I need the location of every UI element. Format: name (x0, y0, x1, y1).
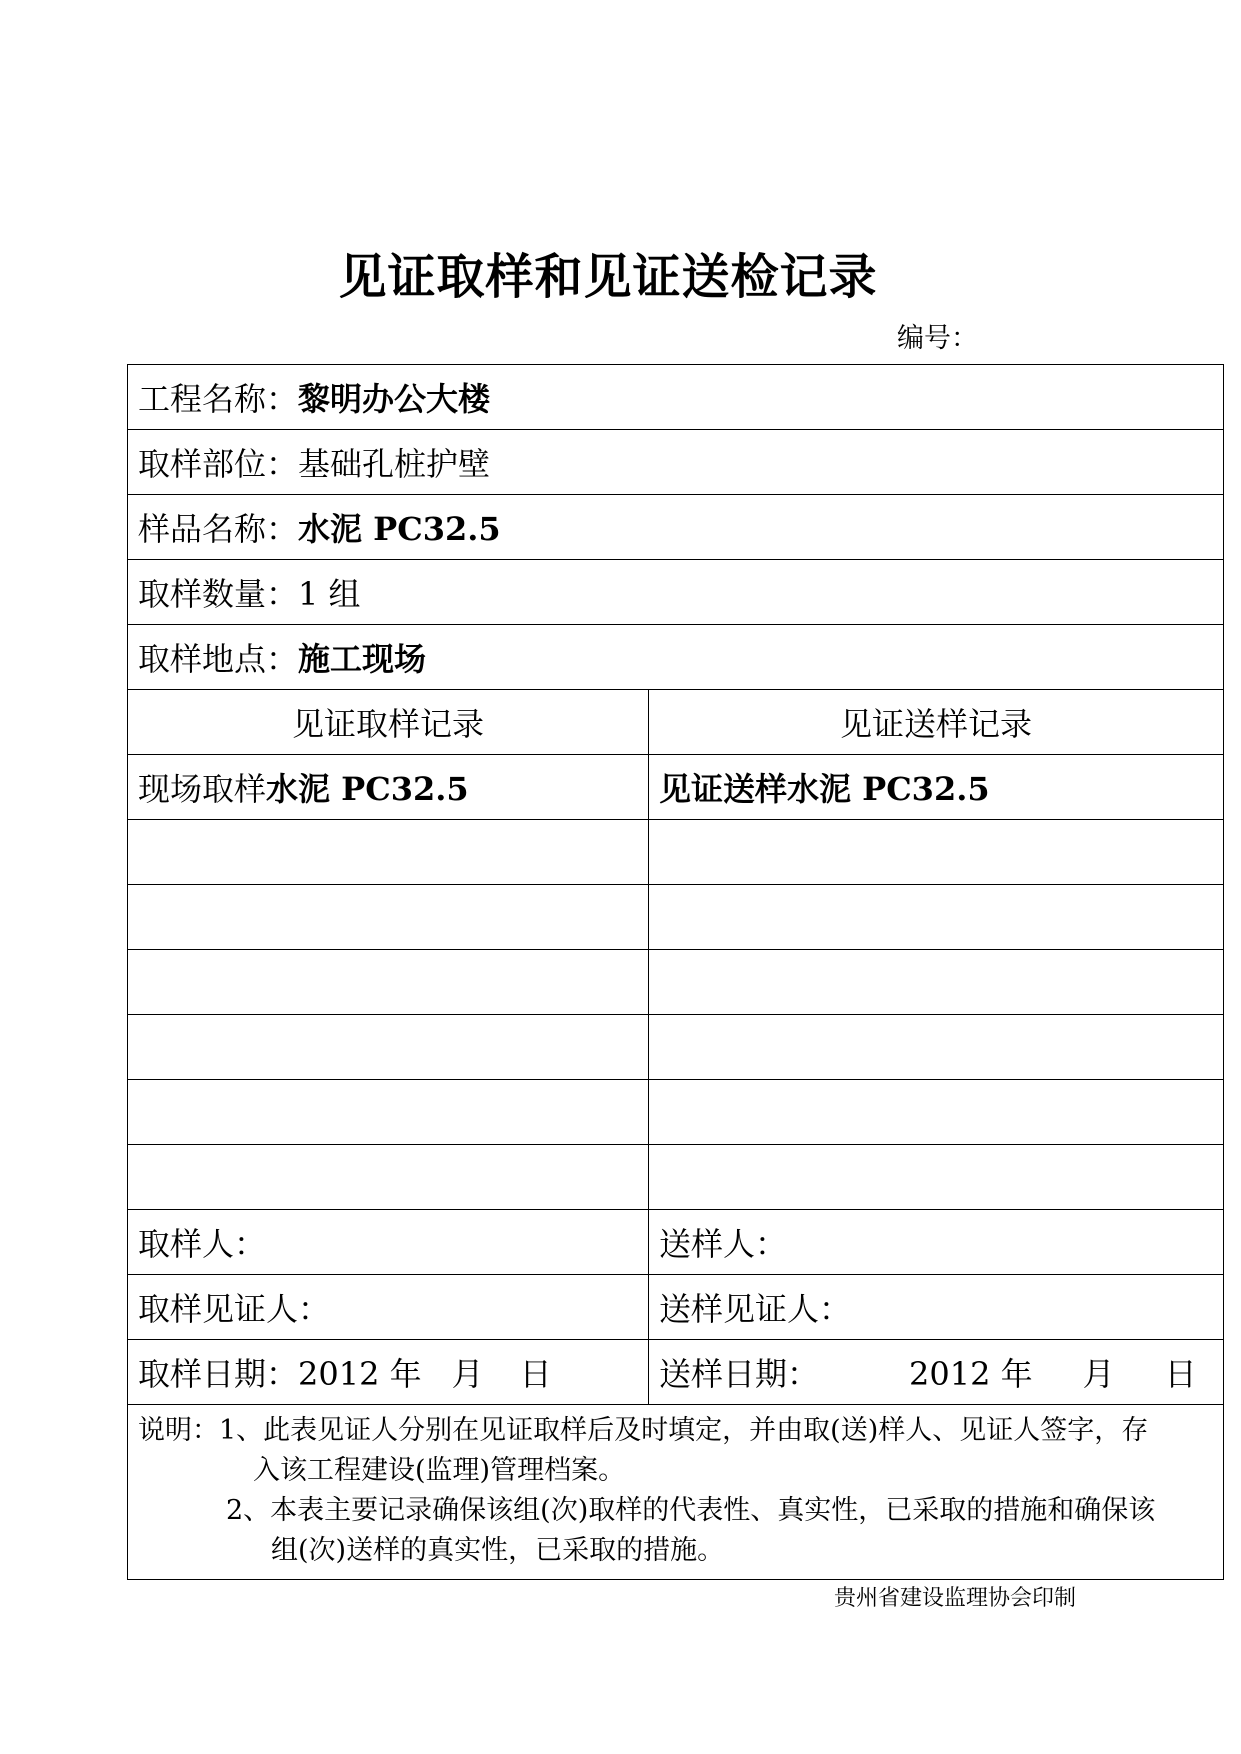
sample-date-cell[interactable] (128, 1340, 649, 1405)
project-label: 工程名称： (138, 380, 299, 418)
blank-row (128, 885, 1224, 950)
send-date-month: 月 (1082, 1355, 1115, 1393)
column-header-sending: 见证送样记录 (649, 690, 1224, 755)
date-row (128, 1340, 1224, 1405)
sample-date-month: 月 (451, 1355, 484, 1393)
sample-name-cell[interactable] (128, 495, 1224, 560)
location-label: 取样部位： (138, 445, 299, 483)
note-line-1: 说明：1、此表见证人分别在见证取样后及时填定，并由取(送)样人、见证人签字，存 (138, 1415, 1149, 1446)
blank-cell[interactable] (128, 1080, 649, 1145)
printer-credit: 贵州省建设监理协会印制 (834, 1586, 1077, 1611)
quantity-label: 取样数量： (138, 575, 299, 613)
quantity-value: 1 组 (298, 575, 361, 613)
record-row (128, 755, 1224, 820)
notes-cell (128, 1405, 1224, 1580)
blank-row (128, 950, 1224, 1015)
site-cell[interactable] (128, 625, 1224, 690)
sampler-row (128, 1210, 1224, 1275)
send-witness-cell[interactable]: 送样见证人： (649, 1275, 1224, 1340)
blank-cell[interactable] (649, 885, 1224, 950)
project-value: 黎明办公大楼 (298, 380, 491, 418)
sample-name-label: 样品名称： (138, 510, 299, 548)
project-row (128, 365, 1224, 430)
blank-cell[interactable] (649, 1145, 1224, 1210)
quantity-cell[interactable] (128, 560, 1224, 625)
sample-date-year: 2012 年 (298, 1355, 422, 1393)
blank-cell[interactable] (649, 950, 1224, 1015)
notes-row (128, 1405, 1224, 1580)
blank-cell[interactable] (128, 950, 649, 1015)
send-date-cell[interactable] (649, 1340, 1224, 1405)
sample-name-row (128, 495, 1224, 560)
note-line-4: 组(次)送样的真实性，已采取的措施。 (271, 1535, 725, 1566)
send-date-label: 送样日期： (659, 1355, 820, 1393)
sample-witness-cell[interactable]: 取样见证人： (128, 1275, 649, 1340)
location-value: 基础孔桩护壁 (298, 445, 491, 483)
note-line-3: 2、本表主要记录确保该组(次)取样的代表性、真实性，已采取的措施和确保该 (226, 1495, 1156, 1526)
record-form (127, 364, 1224, 1580)
sending-record-value: 见证送样水泥 PC32.5 (659, 770, 990, 808)
page-title: 见证取样和见证送检记录 (338, 249, 878, 305)
blank-cell[interactable] (649, 1080, 1224, 1145)
site-value: 施工现场 (298, 640, 427, 678)
site-label: 取样地点： (138, 640, 299, 678)
sender-cell[interactable]: 送样人： (649, 1210, 1224, 1275)
record-number-label: 编号： (897, 323, 978, 354)
send-date-day: 日 (1164, 1355, 1197, 1393)
blank-cell[interactable] (128, 1015, 649, 1080)
blank-row (128, 1080, 1224, 1145)
witness-row (128, 1275, 1224, 1340)
blank-cell[interactable] (128, 820, 649, 885)
sending-record-cell[interactable] (649, 755, 1224, 820)
sample-date-label: 取样日期： (138, 1355, 299, 1393)
column-header-sampling: 见证取样记录 (128, 690, 649, 755)
project-cell[interactable] (128, 365, 1224, 430)
blank-cell[interactable] (649, 1015, 1224, 1080)
send-date-year: 2012 年 (909, 1355, 1033, 1393)
blank-row (128, 1015, 1224, 1080)
blank-row (128, 1145, 1224, 1210)
note-line-2: 入该工程建设(监理)管理档案。 (253, 1455, 626, 1486)
site-row (128, 625, 1224, 690)
blank-cell[interactable] (128, 885, 649, 950)
blank-row (128, 820, 1224, 885)
blank-cell[interactable] (128, 1145, 649, 1210)
quantity-row (128, 560, 1224, 625)
sampling-record-prefix: 现场取样 (138, 770, 267, 808)
sample-name-value: 水泥 PC32.5 (298, 510, 501, 548)
column-header-row (128, 690, 1224, 755)
location-cell[interactable] (128, 430, 1224, 495)
sampler-cell[interactable]: 取样人： (128, 1210, 649, 1275)
sampling-record-value: 水泥 PC32.5 (266, 770, 469, 808)
blank-cell[interactable] (649, 820, 1224, 885)
location-row (128, 430, 1224, 495)
sampling-record-cell[interactable] (128, 755, 649, 820)
sample-date-day: 日 (519, 1355, 552, 1393)
